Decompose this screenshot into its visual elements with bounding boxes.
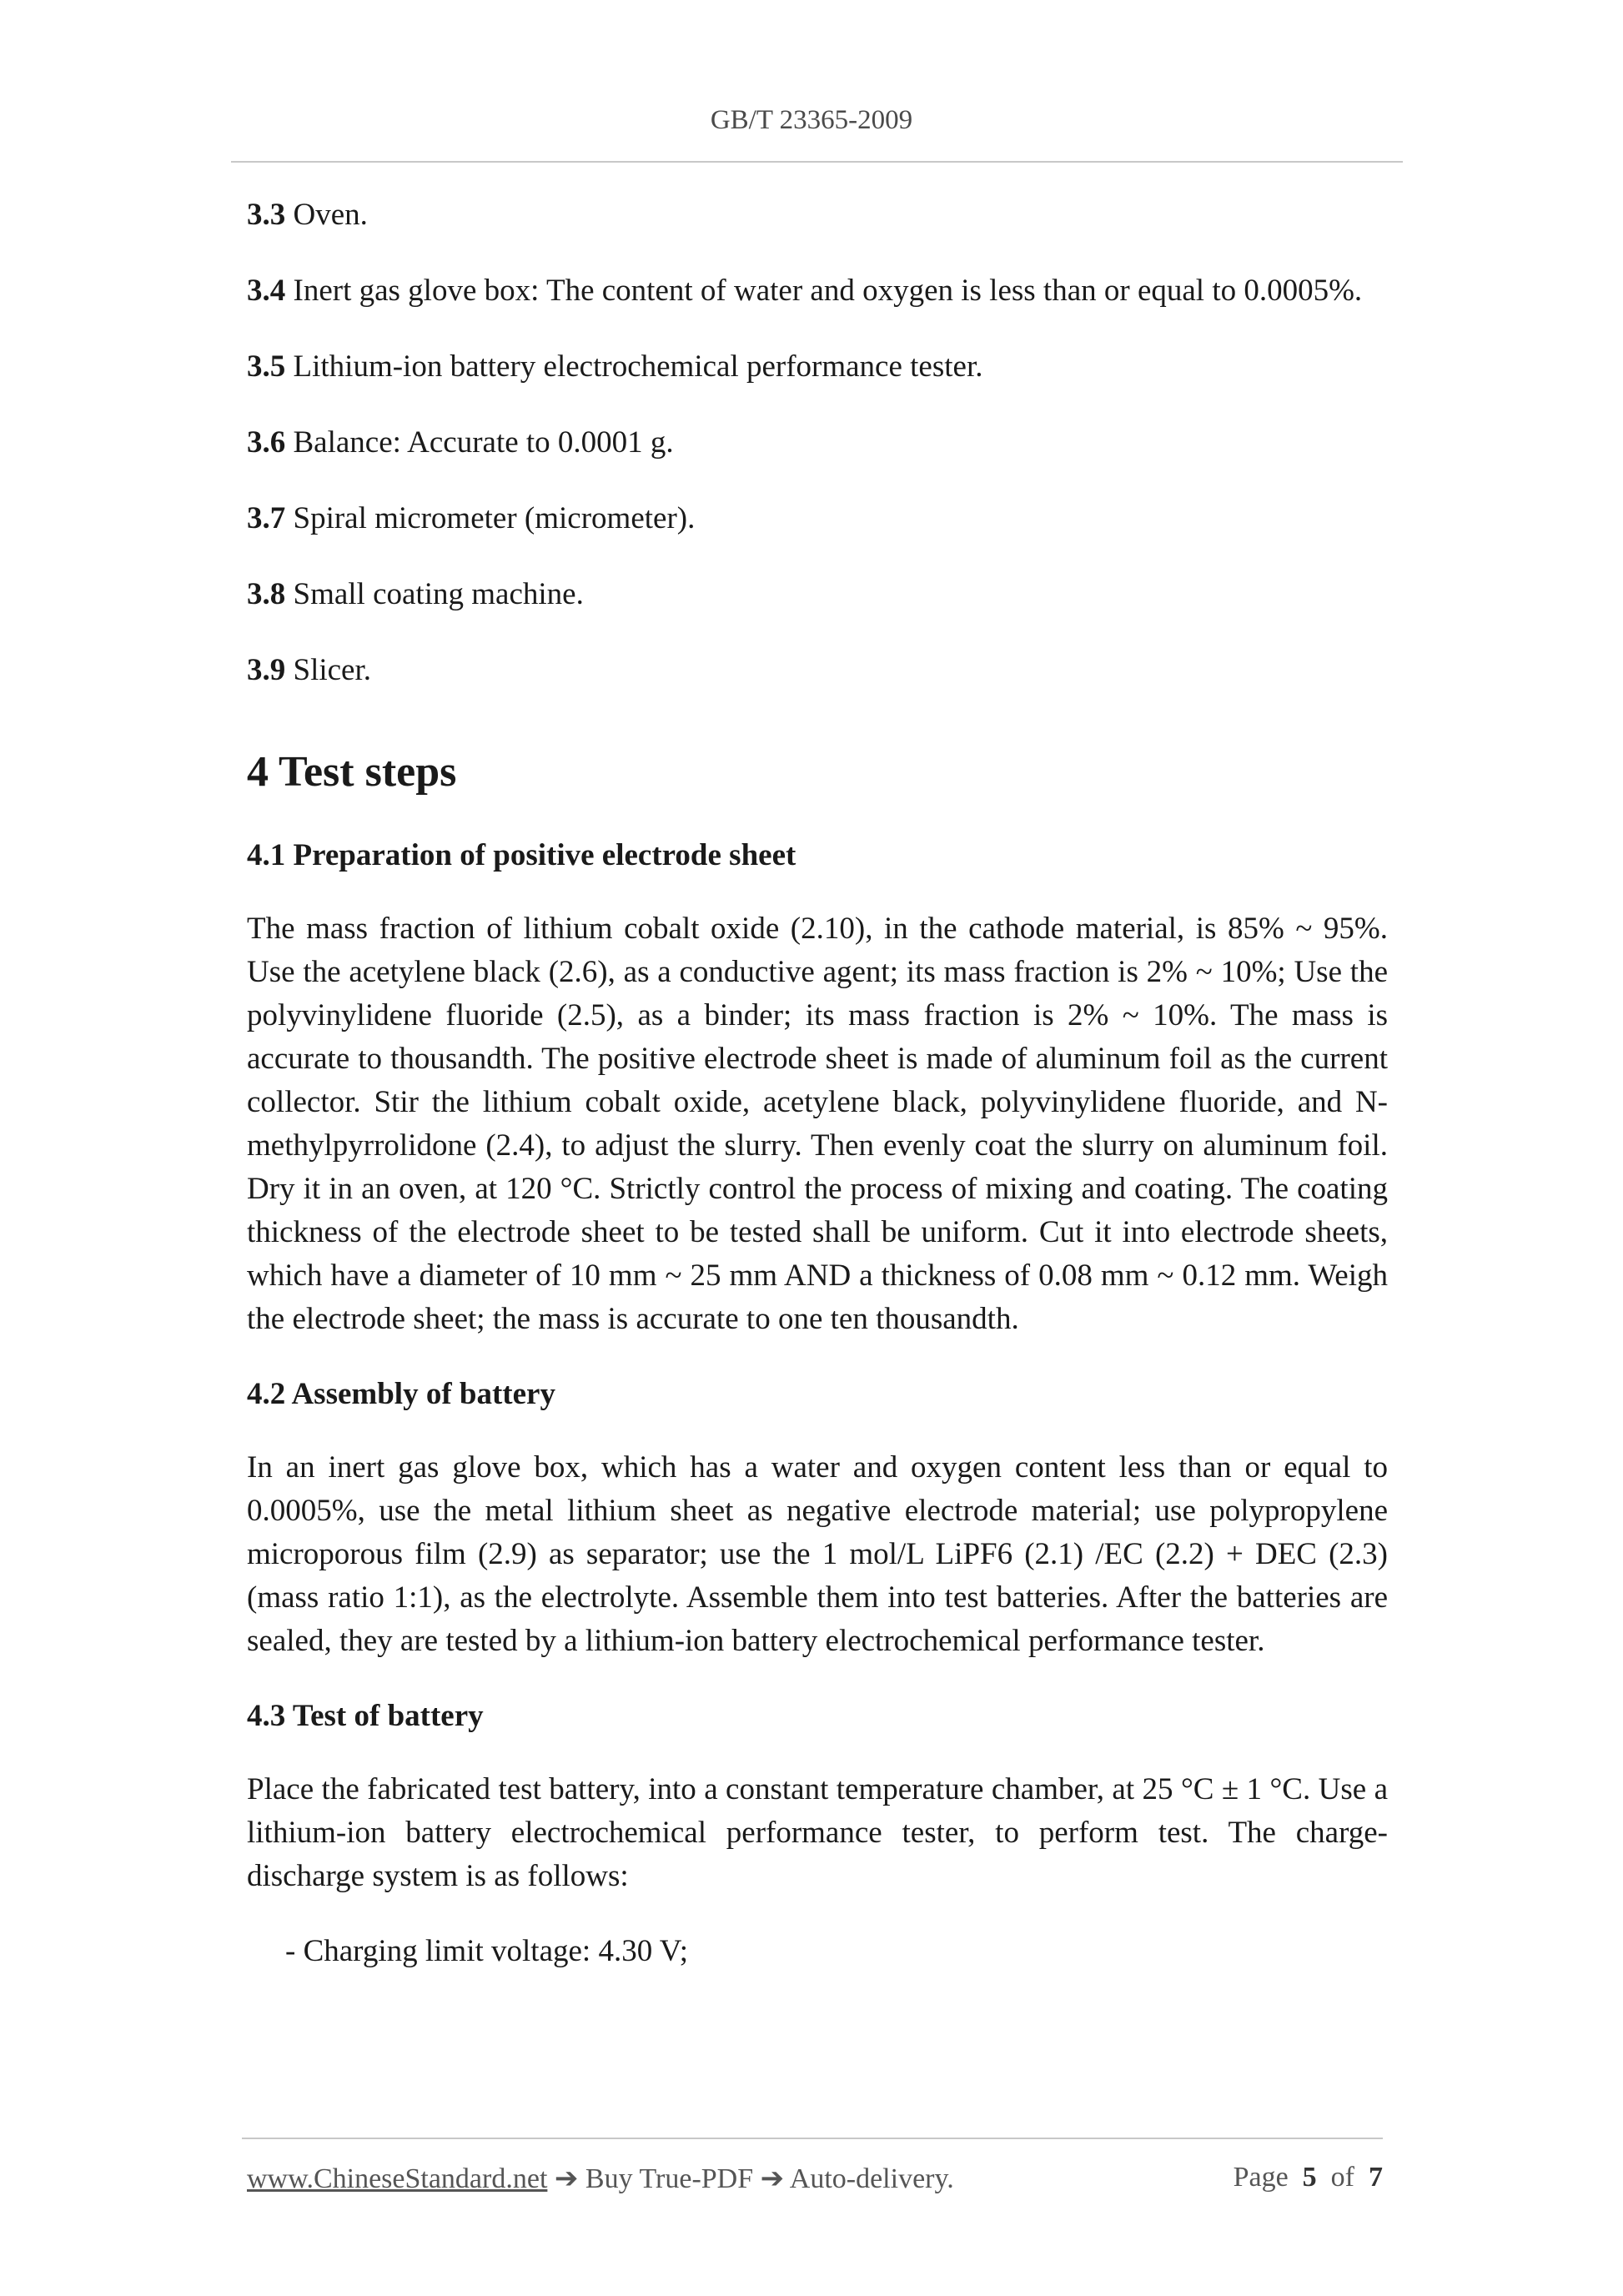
- list-item-3-5: [247, 345, 1388, 389]
- item-text: Spiral micrometer (micrometer).: [285, 501, 696, 535]
- item-number: 3.9: [247, 653, 286, 687]
- footer-divider: [242, 2138, 1383, 2139]
- item-number: 3.4: [247, 274, 286, 308]
- paragraph-4-3: Place the fabricated test battery, into a constant temperature chamber, at 25 °C ± 1 °C. Use a lithium-ion battery electrochemical performance tester, to perform test. The charge-discharge system is as follows:: [247, 1772, 1388, 1893]
- item-text: Balance: Accurate to 0.0001 g.: [285, 425, 674, 460]
- list-item-3-8: [247, 573, 1388, 616]
- item-text: Slicer.: [285, 653, 372, 687]
- item-number: 3.6: [247, 425, 286, 460]
- current-page: 5: [1302, 2162, 1317, 2193]
- subsection-heading-4-3: 4.3 Test of battery: [247, 1699, 484, 1733]
- list-item-3-7: [247, 497, 1388, 540]
- arrow-right-icon: ➔: [547, 2163, 585, 2194]
- paragraph-4-2: In an inert gas glove box, which has a water and oxygen content less than or equal to 0.0005%, use the metal lithium sheet as negative electrode material; use polypropylene microporous film (2.9) as separator; use the 1 mol/L LiPF6 (2.1) /EC (2.2) + DEC (2.3) (mass ratio 1:1), as the electrolyte. Assemble them into test batteries. After the batteries are sealed, they are tested by a lithium-ion battery electrochemical performance tester.: [247, 1450, 1388, 1658]
- page-header: GB/T 23365-2009: [710, 105, 913, 135]
- buy-pdf-text: Buy True-PDF: [585, 2163, 754, 2194]
- list-item-3-9: [247, 649, 1388, 692]
- list-item-3-4: [247, 269, 1388, 313]
- section-heading: 4 Test steps: [247, 748, 457, 796]
- of-label: of: [1330, 2162, 1354, 2193]
- website-link[interactable]: www.ChineseStandard.net: [247, 2163, 548, 2194]
- list-item-3-6: [247, 421, 1388, 465]
- item-text: Inert gas glove box: The content of water and oxygen is less than or equal to 0.0005%.: [285, 274, 1363, 308]
- paragraph-4-1: The mass fraction of lithium cobalt oxide (2.10), in the cathode material, is 85% ~ 95%. Use the acetylene black (2.6), as a conductive agent; its mass fraction is 2% ~ 10%; Use the polyvinylidene fluoride (2.5), as a binder; its mass fraction is 2% ~ 10%. The mass is accurate to thousandth. The positive electrode sheet is made of aluminum foil as the current collector. Stir the lithium cobalt oxide, acetylene black, polyvinylidene fluoride, and N-methylpyrrolidone (2.4), to adjust the slurry. Then evenly coat the slurry on aluminum foil. Dry it in an oven, at 120 °C. Strictly control the process of mixing and coating. The coating thickness of the electrode sheet to be tested shall be uniform. Cut it into electrode sheets, which have a diameter of 10 mm ~ 25 mm AND a thickness of 0.08 mm ~ 0.12 mm. Weigh the electrode sheet; the mass is accurate to one ten thousandth.: [247, 912, 1388, 1336]
- bullet-item: - Charging limit voltage: 4.30 V;: [285, 1934, 689, 1968]
- page-label: Page: [1233, 2162, 1289, 2193]
- list-item-3-3: [247, 193, 1388, 237]
- item-number: 3.3: [247, 198, 286, 232]
- item-text: Small coating machine.: [285, 577, 584, 611]
- auto-delivery-text: Auto-delivery.: [789, 2163, 954, 2194]
- page-number: [1234, 2162, 1383, 2193]
- item-number: 3.8: [247, 577, 286, 611]
- header-divider: [231, 161, 1403, 163]
- item-text: Lithium-ion battery electrochemical performance tester.: [285, 349, 983, 384]
- item-number: 3.7: [247, 501, 286, 535]
- arrow-right-icon: ➔: [753, 2163, 790, 2194]
- subsection-heading-4-1: 4.1 Preparation of positive electrode sheet: [247, 838, 796, 872]
- footer-promo: [247, 2162, 954, 2195]
- item-text: Oven.: [285, 198, 368, 232]
- total-pages: 7: [1369, 2162, 1383, 2193]
- subsection-heading-4-2: 4.2 Assembly of battery: [247, 1377, 555, 1411]
- item-number: 3.5: [247, 349, 286, 384]
- document-body: [247, 193, 1388, 1973]
